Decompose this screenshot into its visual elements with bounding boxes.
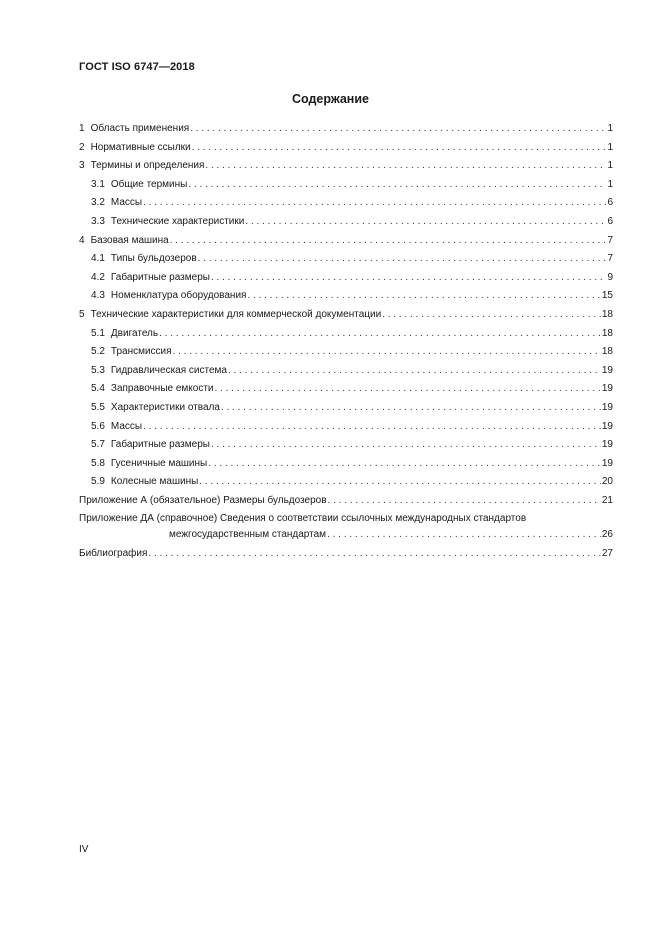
toc-leader-dots [170,234,607,247]
toc-entry[interactable] [79,141,613,160]
toc-entry[interactable] [79,122,613,141]
toc-entry-label: Гидравлическая система [110,364,227,376]
toc-leader-dots [211,438,601,451]
toc-entry-page: 18 [601,346,613,358]
toc-entry-number: 2 [79,141,85,153]
toc-entry-label: Базовая машина [90,234,169,246]
toc-leader-dots [208,457,601,470]
toc-entry-appendix-da[interactable] [79,512,613,547]
toc-entry-label: Технические характеристики для коммерческой документации [90,308,382,320]
toc-entry[interactable] [79,178,613,197]
toc-entry-page: 1 [607,178,613,190]
toc-leader-dots [327,528,601,541]
toc-entry[interactable] [79,215,613,234]
toc-entry[interactable] [79,327,613,346]
toc-entry-page: 19 [601,420,613,432]
toc-entry-page: 1 [607,123,613,134]
toc-entry-label: Термины и определения [90,160,205,172]
toc-entry-page: 19 [601,439,613,451]
toc-entry-number: 3.2 [91,197,105,209]
toc-leader-dots [328,494,601,507]
toc-entry-page: 18 [601,327,613,339]
toc-entry-number: 5.8 [91,457,105,469]
toc-entry[interactable] [79,289,613,308]
toc-entry-number: 4.3 [91,290,105,302]
toc-entry-page: 20 [601,476,613,488]
toc-entry-label: Гусеничные машины [110,457,208,469]
toc-entry-label: Массы [110,197,143,209]
toc-leader-dots [190,122,606,135]
page-number: IV [79,844,89,855]
toc-leader-dots [143,420,601,433]
toc-entry-appendix-a[interactable] [79,494,613,513]
toc-entry-page: 1 [607,141,613,153]
toc-entry-page: 1 [607,160,613,172]
toc-entry-number: 4.1 [91,253,105,265]
table-of-contents [79,122,613,566]
toc-entry[interactable] [79,252,613,271]
toc-entry-label-line2: межгосударственным стандартам [169,529,327,541]
toc-entry-number: 5.4 [91,383,105,395]
toc-entry-page: 27 [601,548,613,560]
toc-entry-label: Колесные машины [110,476,199,488]
toc-entry-label: Массы [110,420,143,432]
toc-entry-label: Трансмиссия [110,346,172,358]
toc-leader-dots [143,196,606,209]
toc-entry-page: 26 [601,529,613,541]
toc-entry[interactable] [79,438,613,457]
toc-entry-label: Приложение А (обязательное) Размеры бульдозеров [79,494,327,506]
toc-entry[interactable] [79,401,613,420]
toc-entry-number: 5 [79,308,85,320]
toc-entry-number: 1 [79,123,85,134]
toc-title: Содержание [291,92,369,106]
toc-leader-dots [228,364,601,377]
toc-entry-page: 18 [601,308,613,320]
toc-leader-dots [159,327,601,340]
toc-entry-page: 15 [601,290,613,302]
toc-entry-page: 7 [607,234,613,246]
toc-entry-page: 6 [607,197,613,209]
toc-entry-label: Типы бульдозеров [110,253,197,265]
toc-leader-dots [245,215,606,228]
toc-entry-page: 19 [601,457,613,469]
toc-leader-dots [205,159,606,172]
toc-entry[interactable] [79,271,613,290]
toc-entry-number: 5.1 [91,327,105,339]
toc-entry-number: 4.2 [91,271,105,283]
document-code: ГОСТ ISO 6747—2018 [79,61,195,73]
toc-entry-number: 3 [79,160,85,172]
toc-entry[interactable] [79,364,613,383]
toc-leader-dots [199,475,601,488]
toc-entry-page: 19 [601,383,613,395]
toc-entry-label: Двигатель [110,327,159,339]
toc-leader-dots [221,401,601,414]
toc-entry-number: 3.1 [91,178,105,190]
toc-entry-label: Габаритные размеры [110,271,210,283]
toc-entry[interactable] [79,159,613,178]
toc-entry-label: Характеристики отвала [110,401,220,413]
toc-leader-dots [188,178,606,191]
toc-entry-page: 19 [601,364,613,376]
toc-entry-label: Область применения [90,123,190,134]
toc-entry-number: 4 [79,234,85,246]
toc-entry[interactable] [79,196,613,215]
toc-entry[interactable] [79,308,613,327]
toc-entry[interactable] [79,457,613,476]
toc-entry[interactable] [79,420,613,439]
toc-entry-label: Нормативные ссылки [90,141,191,153]
toc-entry[interactable] [79,382,613,401]
toc-entry[interactable] [79,475,613,494]
toc-entry-label: Библиография [79,548,148,560]
toc-leader-dots [173,345,601,358]
toc-entry-number: 3.3 [91,215,105,227]
toc-leader-dots [148,547,600,560]
toc-entry-number: 5.5 [91,401,105,413]
toc-leader-dots [198,252,607,265]
toc-entry-label: Общие термины [110,178,188,190]
toc-entry[interactable] [79,345,613,364]
toc-entry-number: 5.6 [91,420,105,432]
toc-entry-number: 5.2 [91,346,105,358]
toc-entry-number: 5.9 [91,476,105,488]
toc-leader-dots [215,382,601,395]
toc-entry[interactable] [79,234,613,253]
toc-leader-dots [382,308,601,321]
toc-entry-label: Габаритные размеры [110,439,210,451]
toc-entry-page: 9 [607,271,613,283]
toc-entry-bibliography[interactable] [79,547,613,566]
toc-leader-dots [211,271,606,284]
toc-entry-label: Заправочные емкости [110,383,214,395]
toc-entry-page: 7 [607,253,613,265]
toc-leader-dots [247,289,600,302]
toc-entry-page: 6 [607,215,613,227]
toc-entry-page: 19 [601,401,613,413]
toc-entry-page: 21 [601,494,613,506]
toc-entry-label: Технические характеристики [110,215,245,227]
toc-entry-label: Номенклатура оборудования [110,290,247,302]
toc-leader-dots [192,141,607,154]
toc-entry-number: 5.3 [91,364,105,376]
toc-entry-label-line1: Приложение ДА (справочное) Сведения о соответствии ссылочных международных стандартов [79,513,527,525]
toc-entry-number: 5.7 [91,439,105,451]
